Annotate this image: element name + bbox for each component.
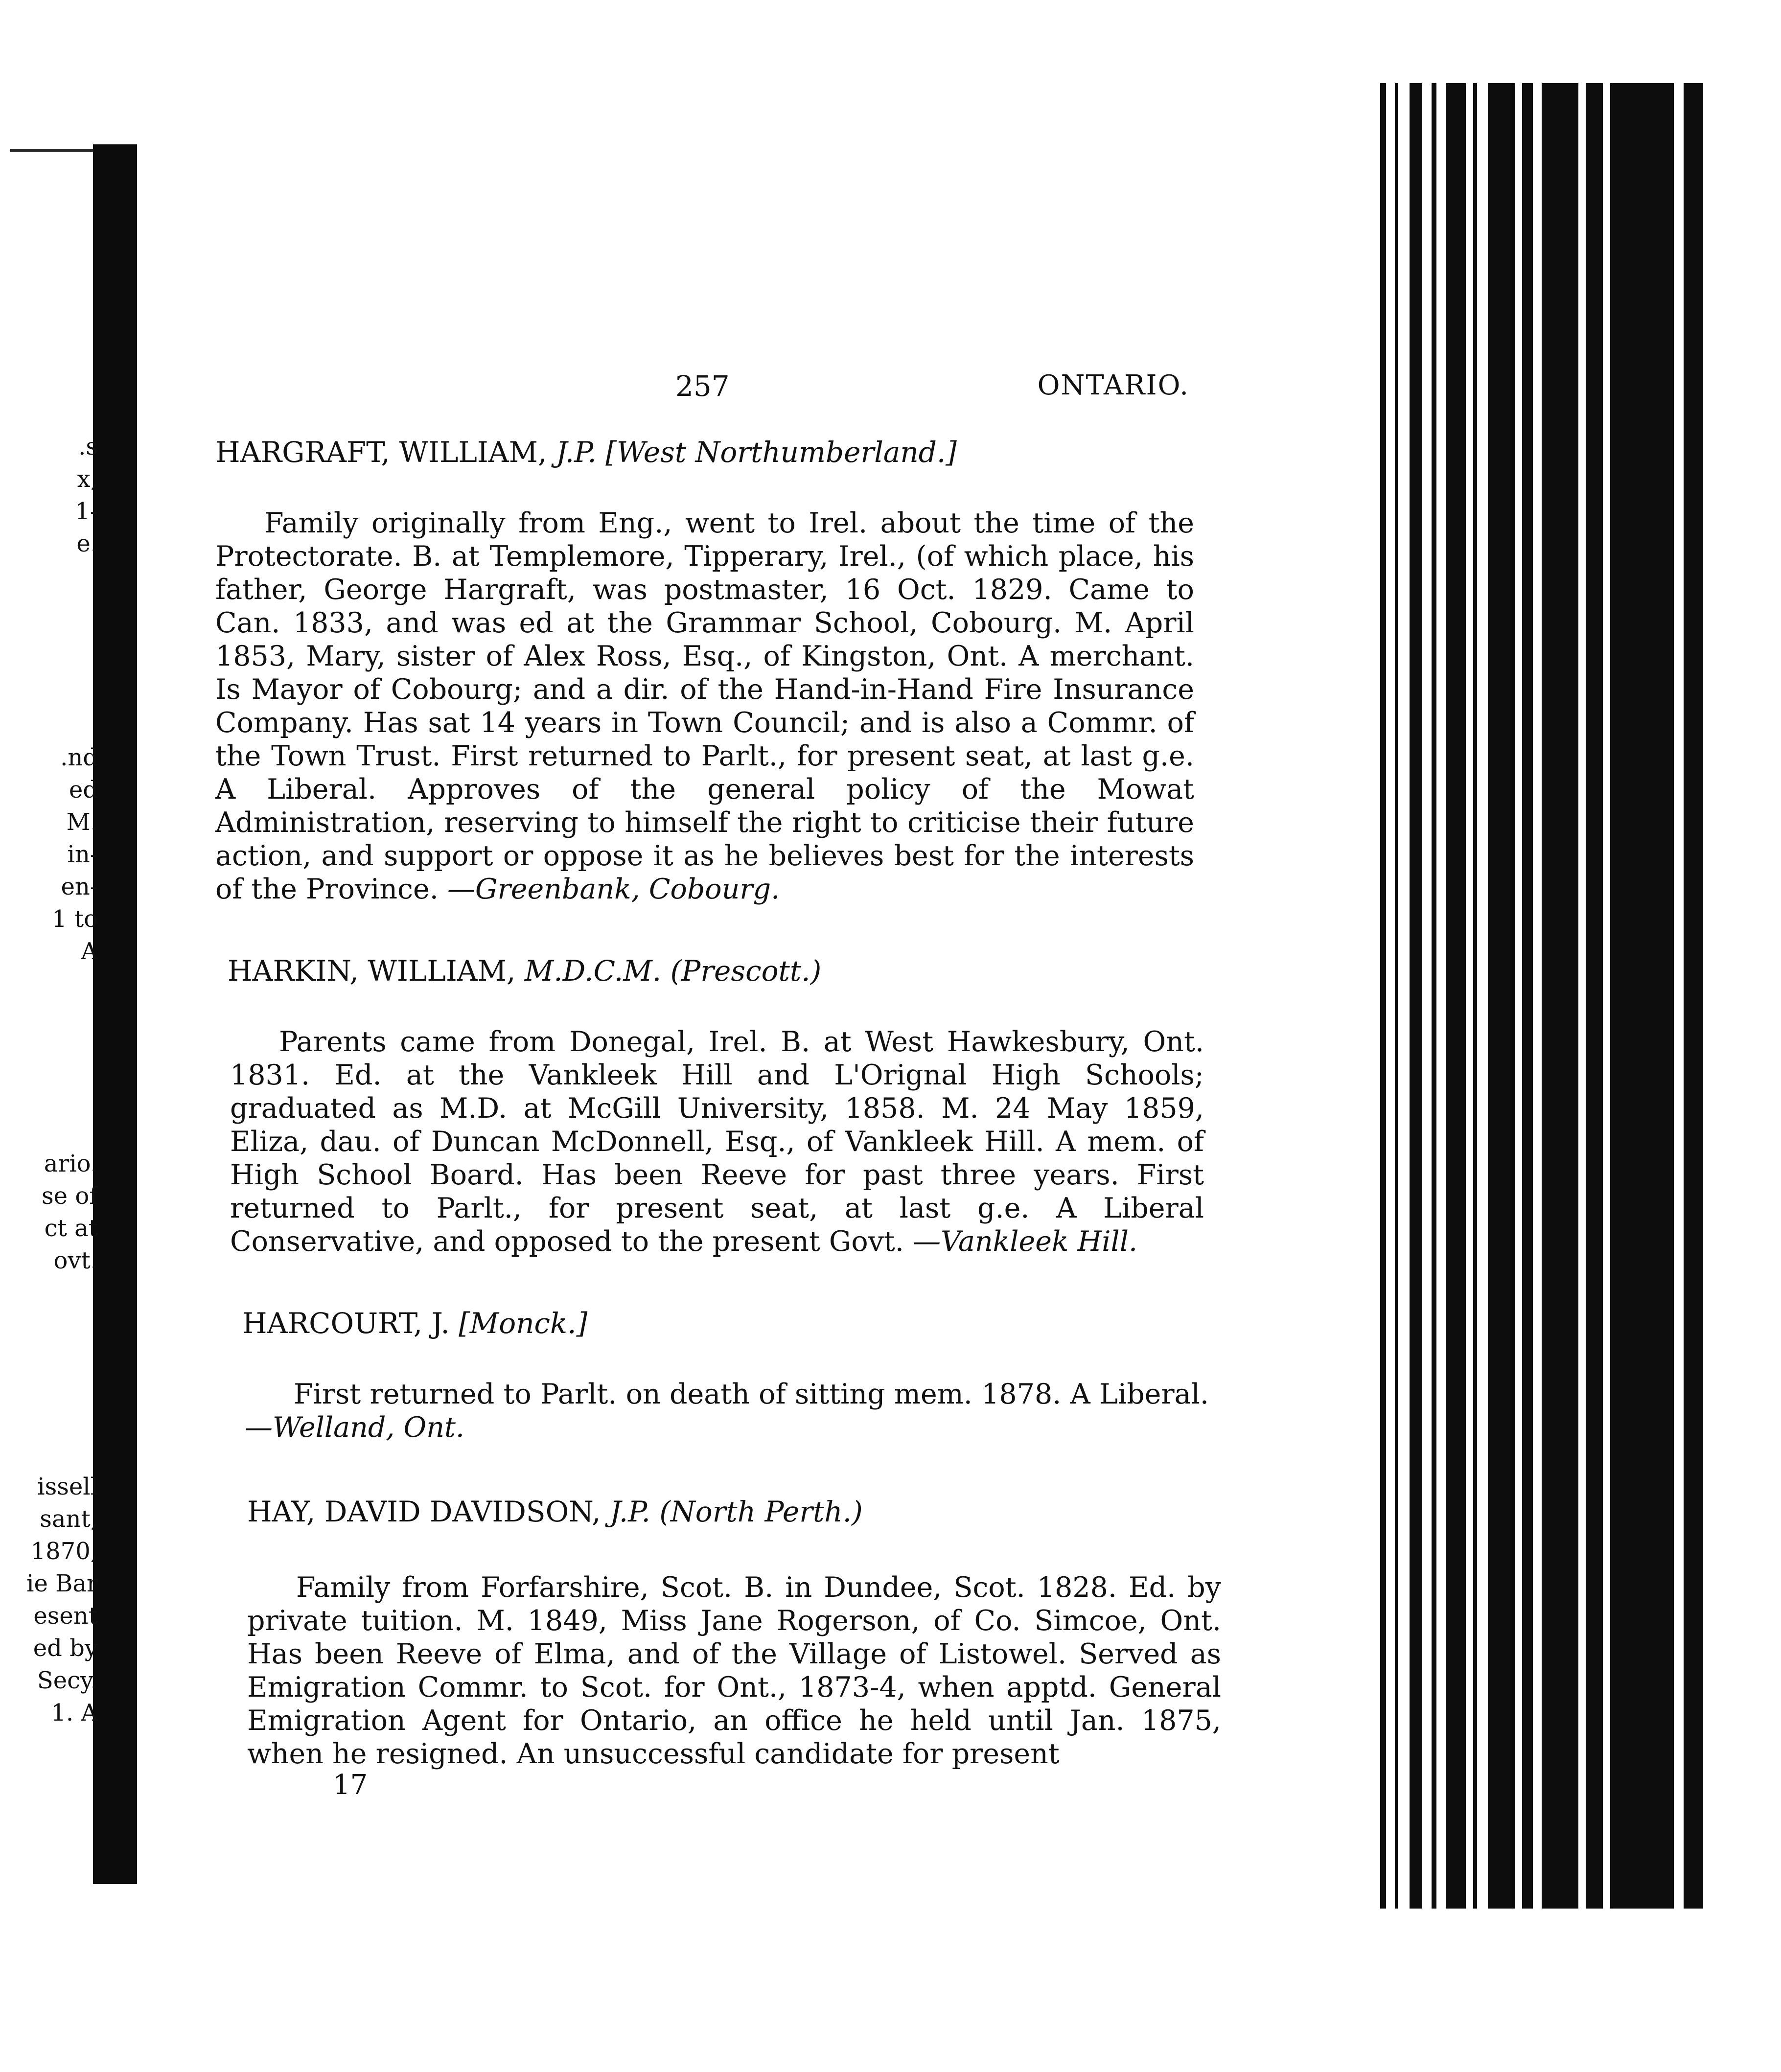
entry-heading-harkin: HARKIN, WILLIAM, M.D.C.M. (Prescott.) xyxy=(228,954,822,988)
left-margin-fragment-1: .s x, 1- e. xyxy=(75,433,98,557)
entry-body-hargraft: Family originally from Eng., went to Irel. about the time of the Protectorate. B. at Templemore, Tipperary, Irel., (of which place, his father, George Hargraft, was postmaster, 16 Oct. 1829. Came to Can. 1833, and was ed at the Grammar School, Cobourg. M. April 1853, Mary, sister of Alex Ross, Esq., of Kingston, Ont. A merchant. Is Mayor of Cobourg; and a dir. of the Hand-in-Hand Fire Insurance Company. Has sat 14 years in Town Council; and is also a Commr. of the Town Trust. First returned to Parlt., for present seat, at last g.e. A Liberal. Approves of the general policy of the Mowat Administration, reserving to himself the right to criticise their future action, and support or oppose it as he believes best for the interests of the Province. —Greenbank, Cobourg. xyxy=(215,507,1194,905)
left-margin-fragment-4: issell sant, 1870, ie Bar esent ed by Secy. 1. A xyxy=(26,1473,98,1727)
entry-body-hay: Family from Forfarshire, Scot. B. in Dundee, Scot. 1828. Ed. by private tuition. M. 1849, Miss Jane Rogerson, of Co. Simcoe, Ont. Has been Reeve of Elma, and of the Village of Listowel. Served as Emigration Commr. to Scot. for Ont., 1873-4, when apptd. General Emigration Agent for Ontario, an office he held until Jan. 1875, when he resigned. An unsuccessful candidate for present xyxy=(247,1571,1221,1770)
left-margin-fragment-2: .nd ed M. in- en- 1 to A xyxy=(52,744,98,965)
section-title: ONTARIO. xyxy=(1037,369,1189,401)
left-margin-fragment-3: ario. se of ct at ovt. xyxy=(42,1150,98,1274)
signature-mark: 17 xyxy=(333,1769,368,1801)
entry-body-harcourt: First returned to Parlt. on death of sitting mem. 1878. A Liberal. —Welland, Ont. xyxy=(245,1378,1209,1444)
entry-heading-hargraft: HARGRAFT, WILLIAM, J.P. [West Northumberland.] xyxy=(215,436,957,469)
page-edge-stripes xyxy=(1341,83,1713,1909)
entry-body-harkin: Parents came from Donegal, Irel. B. at West Hawkesbury, Ont. 1831. Ed. at the Vankleek Hill and L'Orignal High Schools; graduated as M.D. at McGill University, 1858. M. 24 May 1859, Eliza, dau. of Duncan McDonnell, Esq., of Vankleek Hill. A mem. of High School Board. Has been Reeve for past three years. First returned to Parlt., for present seat, at last g.e. A Liberal Conservative, and opposed to the present Govt. —Vankleek Hill. xyxy=(230,1026,1204,1258)
entry-heading-harcourt: HARCOURT, J. [Monck.] xyxy=(242,1307,588,1340)
entry-heading-hay: HAY, DAVID DAVIDSON, J.P. (North Perth.) xyxy=(247,1495,863,1528)
page-number: 257 xyxy=(675,369,730,403)
page-header xyxy=(210,369,1189,414)
binding-shadow xyxy=(93,144,137,1884)
